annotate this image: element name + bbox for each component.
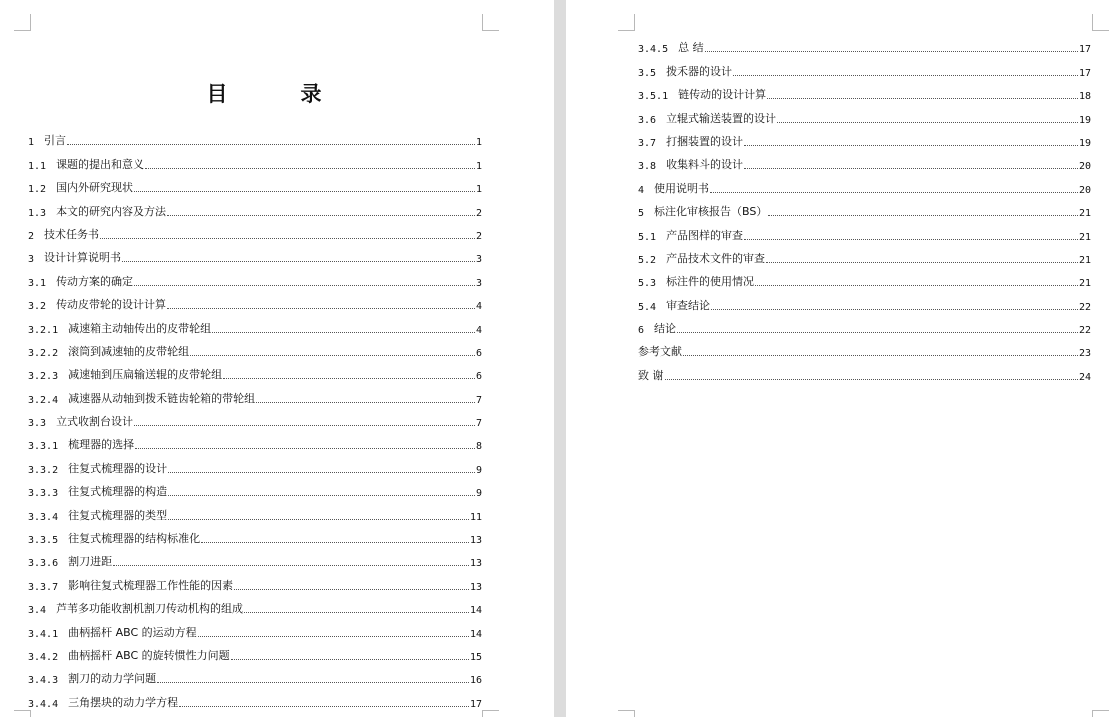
toc-entry-number: 3.5 <box>638 67 657 79</box>
page-corner-mark <box>482 14 499 31</box>
toc-entry-title: 减速箱主动轴传出的皮带轮组 <box>68 321 212 335</box>
toc-entry-title: 链传动的设计计算 <box>678 88 767 102</box>
toc-entry-number: 3.4.3 <box>28 675 59 687</box>
document-page-right <box>566 0 1113 717</box>
toc-leader-dots <box>744 145 1078 146</box>
toc-entry-title: 往复式梳理器的设计 <box>68 461 168 475</box>
toc-entry-title: 参考文献 <box>638 345 682 359</box>
toc-entry-title: 往复式梳理器的类型 <box>68 508 168 522</box>
toc-entry-page-number: 17 <box>1078 44 1091 56</box>
toc-leader-dots <box>777 122 1078 123</box>
toc-entry[interactable] <box>28 382 482 405</box>
toc-entry[interactable] <box>638 79 1091 102</box>
toc-entry-page-number: 20 <box>1078 184 1091 196</box>
toc-leader-dots <box>768 215 1078 216</box>
toc-leader-dots <box>145 168 475 169</box>
toc-entry[interactable] <box>638 149 1091 172</box>
toc-entry[interactable] <box>638 313 1091 336</box>
toc-entry[interactable] <box>28 429 482 452</box>
toc-entry-page-number: 17 <box>1078 67 1091 79</box>
toc-leader-dots <box>234 589 469 590</box>
page-corner-mark <box>14 14 31 31</box>
toc-entry-page-number: 13 <box>469 535 482 547</box>
toc-entry-page-number: 14 <box>469 628 482 640</box>
toc-entry-page-number: 6 <box>475 371 482 383</box>
toc-entry-number: 3.7 <box>638 137 657 149</box>
toc-entry-number: 3.6 <box>638 114 657 126</box>
toc-entry-title: 滚筒到减速轴的皮带轮组 <box>68 344 190 358</box>
toc-entry[interactable] <box>638 359 1091 382</box>
toc-entry[interactable] <box>28 219 482 242</box>
toc-entry[interactable] <box>28 569 482 592</box>
page-corner-mark <box>618 710 635 717</box>
toc-entry-number: 5.3 <box>638 278 657 290</box>
toc-entry[interactable] <box>28 686 482 709</box>
toc-entry-title: 总 结 <box>678 41 704 55</box>
toc-entry-title: 审查结论 <box>666 298 711 312</box>
toc-entry-number: 3.2.3 <box>28 371 59 383</box>
page-corner-mark <box>482 710 499 717</box>
toc-entry-page-number: 19 <box>1078 137 1091 149</box>
toc-entry-title: 产品技术文件的审查 <box>666 251 766 265</box>
toc-entry-title: 引言 <box>44 134 67 148</box>
toc-entry-title: 本文的研究内容及方法 <box>56 204 167 218</box>
toc-entry-page-number: 24 <box>1078 371 1091 383</box>
toc-leader-dots <box>683 355 1078 356</box>
toc-entry-number: 3.3.7 <box>28 581 59 593</box>
toc-leader-dots <box>168 472 475 473</box>
toc-leader-dots <box>198 636 469 637</box>
document-page-left <box>0 0 554 717</box>
toc-leader-dots <box>744 168 1078 169</box>
toc-entry-page-number: 21 <box>1078 278 1091 290</box>
toc-entry-number: 3.4 <box>28 605 47 617</box>
toc-entry-number: 3.4.2 <box>28 651 59 663</box>
toc-leader-dots <box>705 51 1078 52</box>
toc-entry-page-number: 21 <box>1078 254 1091 266</box>
toc-entry-page-number: 7 <box>475 418 482 430</box>
toc-entry-page-number: 1 <box>475 160 482 172</box>
toc-entry-number: 4 <box>638 184 645 196</box>
toc-title: 目 录 <box>206 81 348 106</box>
toc-entry-title: 芦苇多功能收割机割刀传动机构的组成 <box>56 602 244 616</box>
toc-entry-page-number: 9 <box>475 464 482 476</box>
toc-leader-dots <box>134 285 475 286</box>
toc-entry-title: 产品图样的审查 <box>666 228 744 242</box>
toc-leader-dots <box>677 332 1078 333</box>
toc-entry-title: 收集料斗的设计 <box>666 158 744 172</box>
toc-entry-page-number: 4 <box>475 324 482 336</box>
toc-entry-title: 传动皮带轮的设计计算 <box>56 298 167 312</box>
toc-entry[interactable] <box>638 196 1091 219</box>
toc-leader-dots <box>244 612 469 613</box>
toc-entry-number: 1.3 <box>28 207 47 219</box>
toc-entry-number: 3.3.3 <box>28 488 59 500</box>
toc-leader-dots <box>179 706 469 707</box>
toc-entry[interactable] <box>28 195 482 218</box>
toc-entry-page-number: 13 <box>469 558 482 570</box>
toc-entry-title: 往复式梳理器的结构标准化 <box>68 532 201 546</box>
toc-leader-dots <box>201 542 469 543</box>
toc-leader-dots <box>168 495 475 496</box>
toc-entry-title: 标注化审核报告（BS） <box>654 205 768 219</box>
toc-leader-dots <box>167 215 475 216</box>
toc-entry-number: 5.2 <box>638 254 657 266</box>
toc-leader-dots <box>744 239 1078 240</box>
toc-leader-dots <box>157 682 469 683</box>
toc-entry-number: 3.3.5 <box>28 535 59 547</box>
page-corner-mark <box>14 710 31 717</box>
toc-entry-number: 3.4.5 <box>638 44 669 56</box>
toc-entry-number: 3.8 <box>638 161 657 173</box>
toc-entry-page-number: 23 <box>1078 348 1091 360</box>
toc-entry-title: 标注件的使用情况 <box>666 275 755 289</box>
toc-entry-number: 1 <box>28 137 35 149</box>
toc-entry-page-number: 22 <box>1078 301 1091 313</box>
toc-entry-number: 3.1 <box>28 277 47 289</box>
toc-entry-number: 5.1 <box>638 231 657 243</box>
toc-entry[interactable] <box>638 266 1091 289</box>
toc-entry[interactable] <box>28 476 482 499</box>
toc-entry-title: 致 谢 <box>638 368 664 382</box>
toc-entry[interactable] <box>638 219 1091 242</box>
toc-entry-number: 3.3 <box>28 418 47 430</box>
toc-entry-page-number: 19 <box>1078 114 1091 126</box>
toc-entry-number: 3.2 <box>28 301 47 313</box>
toc-entry-title: 梳理器的选择 <box>68 438 135 452</box>
toc-entry[interactable] <box>638 172 1091 195</box>
toc-entry[interactable] <box>638 289 1091 312</box>
toc-entry[interactable] <box>28 616 482 639</box>
toc-entry[interactable] <box>638 102 1091 125</box>
toc-entry-page-number: 9 <box>475 488 482 500</box>
toc-entry[interactable] <box>28 452 482 475</box>
toc-entry-page-number: 15 <box>469 651 482 663</box>
toc-entry-title: 使用说明书 <box>654 181 710 195</box>
toc-entry[interactable] <box>638 243 1091 266</box>
toc-leader-dots <box>665 379 1078 380</box>
toc-entry-number: 3.3.1 <box>28 441 59 453</box>
toc-leader-dots <box>711 309 1078 310</box>
toc-entry-number: 3 <box>28 254 35 266</box>
toc-entry-page-number: 3 <box>475 277 482 289</box>
toc-entry-page-number: 14 <box>469 605 482 617</box>
toc-leader-dots <box>167 308 475 309</box>
toc-entry-page-number: 1 <box>475 184 482 196</box>
page-gap <box>554 0 566 717</box>
toc-leader-dots <box>212 332 475 333</box>
toc-entry[interactable] <box>28 499 482 522</box>
toc-entry-number: 3.4.1 <box>28 628 59 640</box>
toc-leader-dots <box>168 519 469 520</box>
toc-entry-title: 曲柄摇杆 ABC 的旋转惯性力问题 <box>68 648 230 662</box>
page-corner-mark <box>1092 14 1109 31</box>
toc-entry[interactable] <box>638 55 1091 78</box>
toc-entry-title: 结论 <box>654 322 677 336</box>
toc-entry-page-number: 17 <box>469 698 482 710</box>
toc-entry-page-number: 20 <box>1078 161 1091 173</box>
toc-entry[interactable] <box>28 242 482 265</box>
toc-entry-number: 3.2.1 <box>28 324 59 336</box>
toc-entry-page-number: 2 <box>475 230 482 242</box>
toc-entry-title: 割刀的动力学问题 <box>68 672 157 686</box>
toc-leader-dots <box>122 261 475 262</box>
toc-entry-number: 2 <box>28 230 35 242</box>
toc-entry-title: 打捆装置的设计 <box>666 134 744 148</box>
toc-entry-page-number: 22 <box>1078 325 1091 337</box>
toc-entry-number: 3.3.6 <box>28 558 59 570</box>
toc-entry[interactable] <box>28 336 482 359</box>
toc-leader-dots <box>67 144 475 145</box>
toc-entry-title: 减速轴到压扁输送辊的皮带轮组 <box>68 368 223 382</box>
toc-entry[interactable] <box>28 148 482 171</box>
toc-entry[interactable] <box>28 523 482 546</box>
toc-list-left <box>28 125 482 710</box>
toc-leader-dots <box>710 192 1078 193</box>
toc-leader-dots <box>256 402 475 403</box>
toc-entry-number: 3.2.2 <box>28 347 59 359</box>
toc-entry-title: 减速器从动轴到拨禾链齿轮箱的带轮组 <box>68 391 256 405</box>
toc-entry[interactable] <box>28 359 482 382</box>
toc-entry-page-number: 18 <box>1078 91 1091 103</box>
toc-entry-title: 曲柄摇杆 ABC 的运动方程 <box>68 625 197 639</box>
toc-leader-dots <box>135 448 475 449</box>
toc-entry[interactable] <box>28 406 482 429</box>
toc-list-right <box>638 32 1091 383</box>
toc-entry-number: 3.4.4 <box>28 698 59 710</box>
toc-entry[interactable] <box>28 289 482 312</box>
toc-entry-page-number: 21 <box>1078 208 1091 220</box>
toc-entry-number: 1.1 <box>28 160 47 172</box>
toc-entry[interactable] <box>28 663 482 686</box>
toc-entry-title: 三角摆块的动力学方程 <box>68 695 179 709</box>
toc-entry-page-number: 6 <box>475 347 482 359</box>
toc-entry-page-number: 13 <box>469 581 482 593</box>
toc-entry-title: 影响往复式梳理器工作性能的因素 <box>68 578 234 592</box>
toc-entry-number: 3.3.2 <box>28 464 59 476</box>
toc-leader-dots <box>134 191 475 192</box>
toc-entry-number: 1.2 <box>28 184 47 196</box>
toc-leader-dots <box>100 238 475 239</box>
toc-entry-title: 传动方案的确定 <box>56 274 134 288</box>
toc-entry-number: 5.4 <box>638 301 657 313</box>
toc-entry-page-number: 21 <box>1078 231 1091 243</box>
toc-entry-page-number: 1 <box>475 137 482 149</box>
toc-entry-title: 技术任务书 <box>44 227 100 241</box>
toc-entry-number: 3.2.4 <box>28 394 59 406</box>
toc-entry[interactable] <box>638 336 1091 359</box>
toc-leader-dots <box>134 425 475 426</box>
toc-entry-title: 立辊式输送装置的设计 <box>666 111 777 125</box>
toc-leader-dots <box>755 285 1078 286</box>
toc-entry-number: 6 <box>638 325 645 337</box>
toc-entry-page-number: 4 <box>475 301 482 313</box>
toc-entry[interactable] <box>28 593 482 616</box>
toc-leader-dots <box>113 565 469 566</box>
toc-leader-dots <box>767 98 1078 99</box>
toc-entry[interactable] <box>28 546 482 569</box>
toc-leader-dots <box>223 378 475 379</box>
toc-entry[interactable] <box>28 265 482 288</box>
toc-leader-dots <box>190 355 475 356</box>
toc-entry-page-number: 8 <box>475 441 482 453</box>
toc-entry-title: 割刀进距 <box>68 555 113 569</box>
page-corner-mark <box>1092 710 1109 717</box>
toc-entry[interactable] <box>28 312 482 335</box>
toc-entry-page-number: 3 <box>475 254 482 266</box>
toc-entry-title: 立式收割台设计 <box>56 415 134 429</box>
toc-entry-page-number: 2 <box>475 207 482 219</box>
toc-leader-dots <box>733 75 1078 76</box>
toc-entry-page-number: 16 <box>469 675 482 687</box>
toc-entry[interactable] <box>638 126 1091 149</box>
toc-entry-title: 国内外研究现状 <box>56 181 134 195</box>
toc-entry-title: 课题的提出和意义 <box>56 157 145 171</box>
toc-entry[interactable] <box>638 32 1091 55</box>
toc-entry-page-number: 11 <box>469 511 482 523</box>
toc-entry-number: 3.5.1 <box>638 91 669 103</box>
toc-leader-dots <box>766 262 1078 263</box>
toc-entry[interactable] <box>28 172 482 195</box>
toc-entry-page-number: 7 <box>475 394 482 406</box>
toc-entry[interactable] <box>28 125 482 148</box>
toc-entry[interactable] <box>28 640 482 663</box>
toc-entry-title: 往复式梳理器的构造 <box>68 485 168 499</box>
toc-leader-dots <box>231 659 469 660</box>
toc-entry-number: 5 <box>638 208 645 220</box>
toc-entry-title: 拨禾器的设计 <box>666 64 733 78</box>
toc-entry-number: 3.3.4 <box>28 511 59 523</box>
page-corner-mark <box>618 14 635 31</box>
toc-entry-title: 设计计算说明书 <box>44 251 122 265</box>
